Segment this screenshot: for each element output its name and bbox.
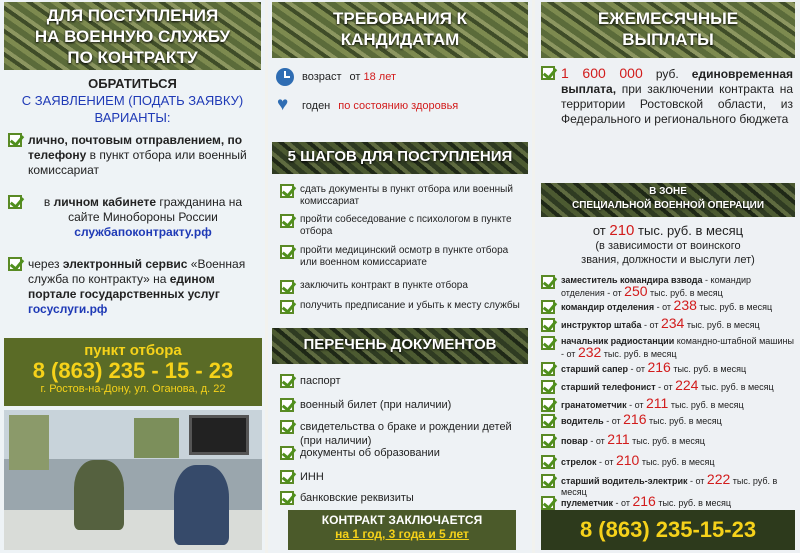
req-age-label: возраст (302, 71, 342, 83)
position-item: командир отделения - от 238 тыс. руб. в месяц (541, 300, 797, 314)
zone-title (541, 183, 795, 217)
step-item (280, 280, 525, 294)
pay-text: при заключении контракта на территории Ростовской области, из Федерального и регионального бюджета (561, 82, 793, 126)
position-name: командир отделения (561, 302, 655, 312)
doc-item (280, 446, 525, 460)
position-amount: 232 (577, 344, 602, 360)
title-requirements (272, 2, 528, 58)
doc-item (280, 491, 525, 505)
option-bold: лично, почтовым отправлением, по телефону (28, 133, 243, 162)
option-personal-cabinet (8, 195, 258, 240)
pay-amount: 1 600 000 (561, 65, 643, 81)
title-line: ВЫПЛАТЫ (622, 30, 714, 49)
position-amount: 222 (706, 471, 731, 487)
position-unit: тыс. руб. в месяц (696, 302, 773, 312)
heart-icon (276, 97, 294, 115)
point-label: пункт отбора (84, 342, 182, 359)
position-item: повар - от 211 тыс. руб. в месяц (541, 434, 797, 448)
title-payments (541, 2, 795, 58)
check-icon (280, 280, 294, 294)
position-name: гранатометчик (561, 400, 627, 410)
position-name: повар (561, 436, 588, 446)
title-line: КАНДИДАТАМ (340, 30, 460, 49)
check-icon (8, 133, 22, 147)
position-item: старший сапер - от 216 тыс. руб. в месяц (541, 362, 797, 376)
position-unit: тыс. руб. в месяц (668, 400, 744, 410)
position-amount: 216 (623, 411, 647, 427)
position-amount: 216 (632, 493, 656, 509)
step-item (280, 300, 525, 314)
photo-person (74, 460, 124, 530)
check-icon (541, 336, 555, 350)
title-line: ДЛЯ ПОСТУПЛЕНИЯ (46, 6, 219, 25)
apply-subheading: С ЗАЯВЛЕНИЕМ (ПОДАТЬ ЗАЯВКУ) (21, 93, 244, 108)
recruitment-photo (4, 410, 262, 550)
req-age-value: 18 лет (363, 71, 397, 83)
req-health-label: годен (302, 100, 331, 112)
position-name: стрелок (561, 457, 597, 467)
selection-point (4, 338, 262, 406)
check-icon (541, 362, 555, 376)
doc-item (280, 420, 525, 448)
check-icon (541, 380, 555, 394)
photo-poster (9, 415, 49, 470)
position-name: начальник радиостанции (561, 336, 675, 346)
check-icon (541, 275, 555, 289)
photo-screen (189, 415, 249, 455)
position-name: старший телефонист (561, 382, 656, 392)
doc-text: ИНН (300, 471, 324, 483)
doc-text: военный билет (при наличии) (300, 399, 452, 411)
point-address: г. Ростов-на-Дону, ул. Оганова, д. 22 (40, 383, 226, 395)
option-bold: электронный сервис (62, 257, 188, 271)
salary-amount: 210 (609, 222, 635, 239)
check-icon (8, 257, 22, 271)
position-rest: командно-штабной машины (674, 336, 794, 346)
position-item: гранатометчик - от 211 тыс. руб. в месяц (541, 398, 797, 412)
option-bold: личном кабинете (53, 195, 157, 209)
position-amount: 211 (607, 431, 630, 447)
position-name: старший водитель-электрик (561, 476, 688, 486)
doc-item (280, 374, 525, 388)
position-item: стрелок - от 210 тыс. руб. в месяц (541, 455, 797, 469)
position-name: пулеметчик (561, 498, 614, 508)
column-how-to-apply (0, 0, 265, 553)
title-line: НА ВОЕННУЮ СЛУЖБУ (34, 27, 231, 46)
step-text: получить предписание и убыть к месту службы (300, 300, 520, 311)
photo-poster (134, 418, 179, 458)
step-item (280, 245, 525, 269)
position-name: водитель (561, 416, 604, 426)
position-unit: тыс. руб. в месяц (561, 476, 778, 497)
doc-text: документы об образовании (300, 447, 440, 459)
contract-terms (288, 510, 516, 550)
check-icon (280, 420, 294, 434)
check-icon (541, 318, 555, 332)
position-name: инструктор штаба (561, 320, 642, 330)
req-age (276, 68, 396, 86)
position-unit: тыс. руб. в месяц (639, 457, 715, 467)
position-amount: 216 (647, 359, 671, 375)
position-item: старший водитель-электрик - от 222 тыс. руб. в месяц (541, 474, 797, 498)
salary-prefix: от (592, 223, 610, 238)
title-line: ТРЕБОВАНИЯ К (332, 9, 468, 28)
position-unit: тыс. руб. в месяц (655, 498, 732, 508)
lump-sum-payment (541, 66, 793, 127)
check-icon (541, 414, 555, 428)
position-amount: 224 (675, 377, 699, 393)
step-item (280, 184, 525, 208)
position-unit: тыс. руб. в месяц (629, 436, 705, 446)
apply-heading: ОБРАТИТЬСЯ (88, 76, 177, 91)
column-payments (535, 0, 800, 553)
check-icon (541, 496, 555, 510)
option-gosuslugi (8, 257, 258, 317)
position-item: начальник радиостанции командно-штабной машины - от 232 тыс. руб. в месяц (541, 336, 797, 360)
check-icon (280, 398, 294, 412)
check-icon (541, 474, 555, 488)
position-rest: - командир отделения (561, 275, 752, 298)
salary-note: (в зависимости от воинского (595, 240, 741, 252)
position-amount: 211 (646, 395, 669, 411)
photo-person (174, 465, 229, 545)
position-amount: 238 (673, 297, 697, 313)
option-in-person (8, 133, 258, 178)
option-text: в пункт отбора или военный комиссариат (28, 148, 247, 177)
title-line: ПО КОНТРАКТУ (67, 48, 198, 67)
title-line: ЕЖЕМЕСЯЧНЫЕ (597, 9, 739, 28)
check-icon (280, 245, 294, 259)
req-age-prefix: от (349, 71, 361, 83)
column-requirements (268, 0, 532, 553)
step-text: сдать документы в пункт отбора или военный комиссариат (300, 184, 513, 207)
contract-durations: на 1 год, 3 года и 5 лет (335, 527, 469, 541)
check-icon (541, 66, 555, 80)
check-icon (8, 195, 22, 209)
pay-unit: руб. (642, 67, 692, 81)
check-icon (541, 398, 555, 412)
option-text: через (28, 257, 63, 271)
step-text: пройти медицинский осмотр в пункте отбора или военном комиссариате (300, 245, 509, 268)
option-text: гражданина на сайте Минобороны России (68, 195, 243, 224)
doc-text: паспорт (300, 375, 341, 387)
steps-title: 5 ШАГОВ ДЛЯ ПОСТУПЛЕНИЯ (272, 142, 528, 174)
pay-bold: единовременная выплата, (561, 67, 793, 96)
position-item: пулеметчик - от 216 тыс. руб. в месяц (541, 496, 797, 510)
position-item: заместитель командира взвода - командир отделения - от 250 тыс. руб. в месяц (541, 275, 797, 299)
req-health-value: по состоянию здоровья (338, 100, 459, 112)
doc-item (280, 398, 525, 412)
salary-from (541, 222, 795, 239)
position-item: старший телефонист - от 224 тыс. руб. в месяц (541, 380, 797, 394)
hotline-phone[interactable]: 8 (863) 235-15-23 (541, 510, 795, 550)
position-name: старший сапер (561, 364, 629, 374)
salary-suffix: тыс. руб. в месяц (634, 223, 744, 238)
point-phone[interactable]: 8 (863) 235 - 15 - 23 (32, 358, 234, 383)
doc-item (280, 470, 525, 484)
clock-icon (276, 68, 294, 86)
position-item: инструктор штаба - от 234 тыс. руб. в месяц (541, 318, 797, 332)
check-icon (541, 455, 555, 469)
link-gosuslugi[interactable]: госуслуги.рф (28, 302, 108, 316)
position-unit: тыс. руб. в месяц (646, 416, 722, 426)
contract-heading: КОНТРАКТ ЗАКЛЮЧАЕТСЯ (321, 513, 483, 527)
position-unit: тыс. руб. в месяц (670, 364, 747, 374)
check-icon (280, 300, 294, 314)
link-mil-site[interactable]: службапоконтракту.рф (74, 225, 212, 239)
position-amount: 210 (615, 452, 640, 468)
position-unit: тыс. руб. в месяц (601, 349, 677, 359)
zone-line: В ЗОНЕ (649, 186, 687, 197)
check-icon (280, 184, 294, 198)
position-name: заместитель командира взвода (561, 275, 703, 285)
docs-title: ПЕРЕЧЕНЬ ДОКУМЕНТОВ (272, 328, 528, 364)
check-icon (280, 446, 294, 460)
position-unit: тыс. руб. в месяц (698, 382, 774, 392)
option-text: в (43, 195, 54, 209)
doc-text: свидетельства о браке и рождении детей (при наличии) (300, 421, 512, 447)
zone-line: СПЕЦИАЛЬНОЙ ВОЕННОЙ ОПЕРАЦИИ (571, 200, 765, 211)
req-health (276, 97, 458, 115)
check-icon (541, 434, 555, 448)
option-text: «Военная служба по контракту» на (28, 257, 246, 286)
position-unit: тыс. руб. в месяц (684, 320, 760, 330)
step-item (280, 214, 525, 238)
salary-note: звания, должности и выслуги лет) (581, 254, 755, 266)
check-icon (541, 300, 555, 314)
title-apply (4, 2, 261, 70)
option-bold: едином портале государственных услуг (28, 272, 220, 301)
step-text: заключить контракт в пункте отбора (300, 280, 468, 291)
check-icon (280, 491, 294, 505)
position-item: водитель - от 216 тыс. руб. в месяц (541, 414, 797, 428)
apply-variants: ВАРИАНТЫ: (94, 110, 171, 125)
check-icon (280, 214, 294, 228)
position-amount: 234 (660, 315, 685, 331)
position-amount: 250 (624, 283, 648, 299)
position-unit: тыс. руб. в месяц (647, 288, 723, 298)
step-text: пройти собеседование с психологом в пункте отбора (300, 214, 512, 237)
doc-text: банковские реквизиты (300, 492, 414, 504)
check-icon (280, 374, 294, 388)
check-icon (280, 470, 294, 484)
